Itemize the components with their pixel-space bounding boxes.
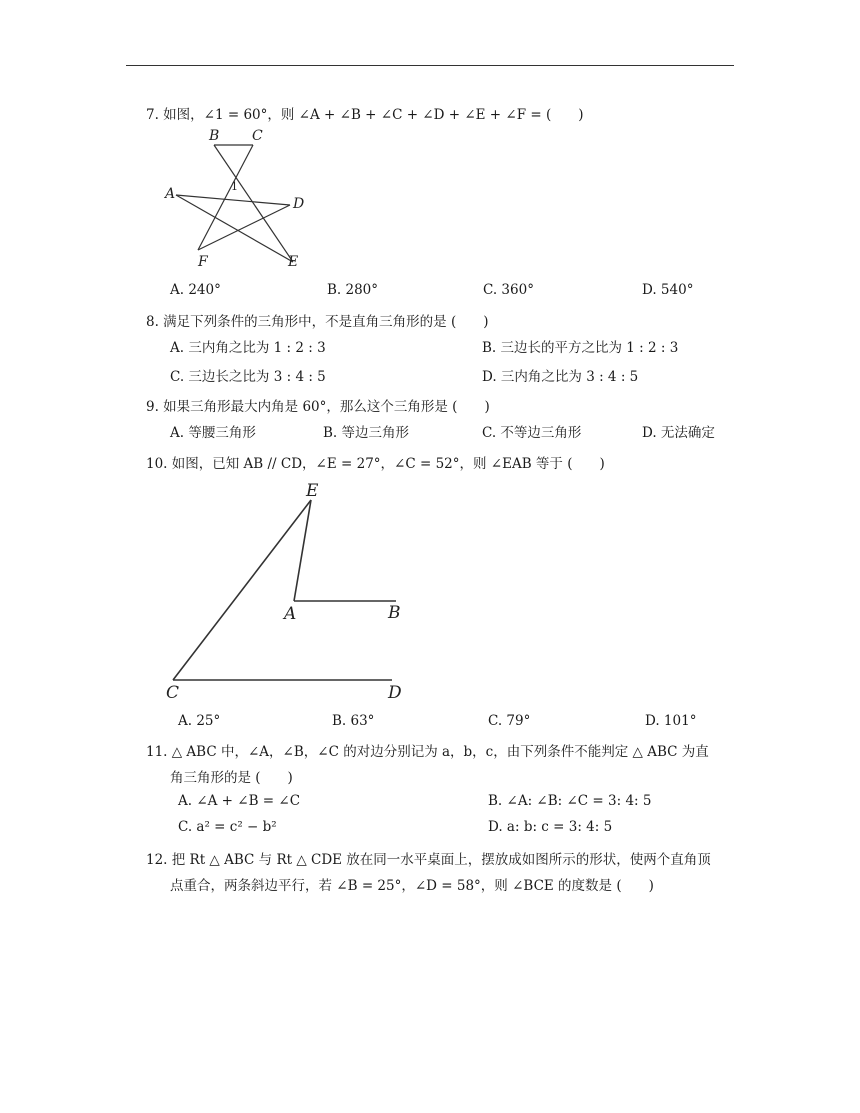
q9-option-b[interactable]: B. 等边三角形 [323, 425, 410, 441]
q11-option-c[interactable]: C. a² = c² − b² [178, 819, 277, 835]
q10-option-d[interactable]: D. 101° [645, 713, 697, 729]
q10-segment-ec [173, 500, 311, 680]
q9-stem: 9. 如果三角形最大内角是 60°，那么这个三角形是 ( ) [146, 399, 490, 415]
q10-label-e: E [306, 481, 319, 501]
q9-option-d[interactable]: D. 无法确定 [642, 425, 715, 441]
q12-stem-line1: 12. 把 Rt △ ABC 与 Rt △ CDE 放在同一水平桌面上，摆放成如图所示的形状，使两个直角顶 [146, 852, 711, 868]
q8-option-c[interactable]: C. 三边长之比为 3 : 4 : 5 [170, 369, 326, 385]
q11-option-d[interactable]: D. a: b: c = 3: 4: 5 [488, 819, 613, 835]
q11-stem-line2: 角三角形的是 ( ) [170, 770, 293, 786]
q7-label-b: B [209, 128, 220, 144]
q7-label-d: D [293, 196, 305, 212]
q10-label-a: A [284, 604, 297, 624]
q7-segment-ae [176, 195, 293, 262]
q7-figure [160, 126, 320, 272]
q8-option-d[interactable]: D. 三内角之比为 3 : 4 : 5 [482, 369, 639, 385]
q7-option-d[interactable]: D. 540° [642, 282, 694, 298]
q7-segment-fd [198, 205, 290, 250]
q7-label-angle1: 1 [231, 180, 238, 193]
q11-stem-line1: 11. △ ABC 中，∠A，∠B，∠C 的对边分别记为 a，b，c，由下列条件不能判定 △ ABC 为直 [146, 744, 709, 760]
q10-label-c: C [166, 683, 180, 703]
q10-segment-ea [294, 500, 311, 601]
q7-label-e: E [288, 254, 299, 270]
q10-figure [160, 478, 420, 704]
q11-option-a[interactable]: A. ∠A + ∠B = ∠C [178, 793, 301, 809]
q10-stem: 10. 如图，已知 AB // CD，∠E = 27°，∠C = 52°，则 ∠EAB 等于 ( ) [146, 456, 605, 472]
q8-stem: 8. 满足下列条件的三角形中，不是直角三角形的是 ( ) [146, 314, 489, 330]
q9-option-a[interactable]: A. 等腰三角形 [170, 425, 256, 441]
q10-option-c[interactable]: C. 79° [488, 713, 531, 729]
q7-option-b[interactable]: B. 280° [327, 282, 379, 298]
q10-label-d: D [388, 683, 402, 703]
q10-option-b[interactable]: B. 63° [332, 713, 375, 729]
q7-option-a[interactable]: A. 240° [170, 282, 221, 298]
q9-option-c[interactable]: C. 不等边三角形 [482, 425, 582, 441]
q10-label-b: B [388, 603, 401, 623]
q10-option-a[interactable]: A. 25° [178, 713, 221, 729]
q7-segment-ad [176, 195, 290, 205]
q7-segment-be [214, 145, 293, 262]
q7-label-c: C [252, 128, 263, 144]
q8-option-a[interactable]: A. 三内角之比为 1 : 2 : 3 [170, 340, 326, 356]
q8-option-b[interactable]: B. 三边长的平方之比为 1 : 2 : 3 [482, 340, 679, 356]
header-rule [126, 65, 734, 66]
q12-stem-line2: 点重合，两条斜边平行，若 ∠B = 25°，∠D = 58°，则 ∠BCE 的度数是 ( ) [170, 878, 654, 894]
q7-option-c[interactable]: C. 360° [483, 282, 534, 298]
q7-stem: 7. 如图，∠1 = 60°，则 ∠A + ∠B + ∠C + ∠D + ∠E + ∠F = ( ) [146, 107, 584, 123]
q7-label-f: F [198, 254, 208, 270]
q7-label-a: A [165, 186, 176, 202]
q11-option-b[interactable]: B. ∠A: ∠B: ∠C = 3: 4: 5 [488, 793, 652, 809]
